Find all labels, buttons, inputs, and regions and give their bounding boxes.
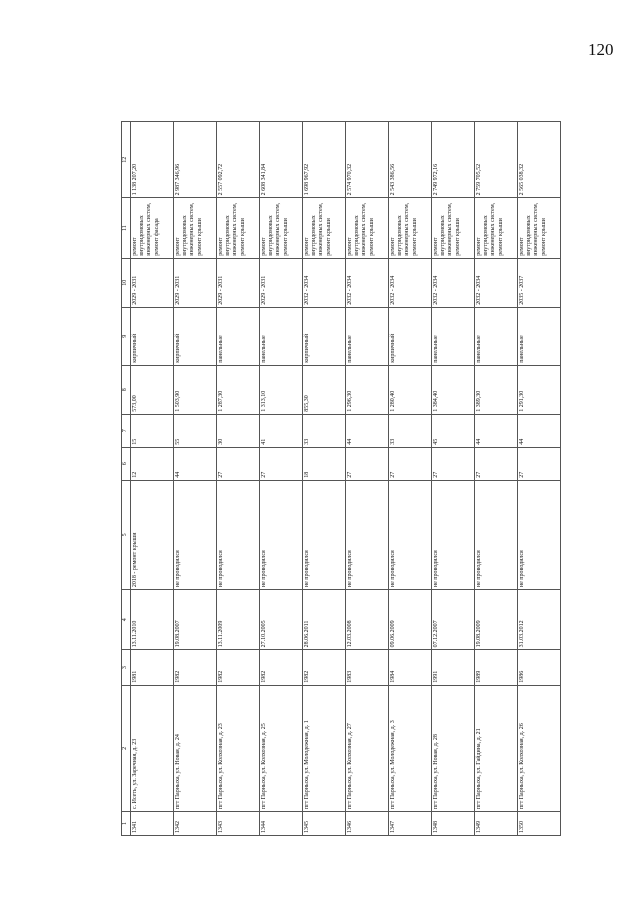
build-year-cell: 1981 [131,650,174,685]
wall-material-cell: панельные [260,307,303,365]
row-number-cell: 1341 [131,812,174,836]
column-number: 1 [122,812,131,836]
repair-cost-cell: 2 608 341,84 [260,122,303,198]
last-repair-cell: не проводился [432,480,475,589]
table-row [432,122,475,836]
repair-type-cell: ремонт внутридомовых инженерных систем, ремонт крыши [303,198,346,258]
apartments-cell: 27 [346,447,389,480]
area-cell: 1 384,40 [432,365,475,414]
last-repair-cell: не проводился [260,480,303,589]
address-cell: пгт Парныха, ул. Колхозная, д. 26 [518,685,561,811]
table-row [260,122,303,836]
table-row [346,122,389,836]
build-year-cell: 1982 [217,650,260,685]
address-cell: с. Исеть, ул. Заречная, д. 23 [131,685,174,811]
survey-date-cell: 28.06.2011 [303,590,346,650]
row-number-cell: 1345 [303,812,346,836]
address-cell: пгт Парныха, ул. Колхозная, д. 27 [346,685,389,811]
last-repair-cell: не проводился [475,480,518,589]
survey-date-cell: 07.12.2007 [432,590,475,650]
residents-cell: 30 [217,414,260,447]
survey-date-cell: 09.06.2009 [389,590,432,650]
apartments-cell: 27 [475,447,518,480]
repair-period-cell: 2029 - 2031 [260,258,303,307]
area-cell: 1 313,10 [260,365,303,414]
residents-cell: 15 [131,414,174,447]
wall-material-cell: кирпичный [131,307,174,365]
table-row [518,122,561,836]
wall-material-cell: кирпичный [303,307,346,365]
column-number: 11 [122,198,131,258]
last-repair-cell: не проводился [518,480,561,589]
repair-cost-cell: 2 557 092,72 [217,122,260,198]
repair-cost-cell: 1 138 207,20 [131,122,174,198]
repair-cost-cell: 2 565 038,32 [518,122,561,198]
repair-type-cell: ремонт внутридомовых инженерных систем, ремонт крыши [389,198,432,258]
survey-date-cell: 31.03.2012 [518,590,561,650]
build-year-cell: 1984 [389,650,432,685]
survey-date-cell: 13.11.2009 [217,590,260,650]
residents-cell: 41 [260,414,303,447]
build-year-cell: 1982 [303,650,346,685]
last-repair-cell: 2018 - ремонт крыши [131,480,174,589]
address-cell: пгт Парныха, ул. Гайдина, д. 21 [475,685,518,811]
last-repair-cell: не проводился [346,480,389,589]
row-number-cell: 1342 [174,812,217,836]
apartments-cell: 27 [389,447,432,480]
row-number-cell: 1348 [432,812,475,836]
residents-cell: 44 [475,414,518,447]
address-cell: пгт Парныха, ул. Молодежная, д. 3 [389,685,432,811]
repair-period-cell: 2032 - 2034 [475,258,518,307]
table-row [303,122,346,836]
repair-period-cell: 2029 - 2031 [174,258,217,307]
column-number-row [122,122,131,836]
apartments-cell: 27 [432,447,475,480]
row-number-cell: 1346 [346,812,389,836]
table-row [389,122,432,836]
column-number: 7 [122,414,131,447]
build-year-cell: 1989 [475,650,518,685]
column-number: 5 [122,480,131,589]
last-repair-cell: не проводился [217,480,260,589]
build-year-cell: 1991 [432,650,475,685]
page-number: 120 [588,40,614,59]
table-row [217,122,260,836]
repair-period-cell: 2032 - 2034 [346,258,389,307]
row-number-cell: 1343 [217,812,260,836]
residents-cell: 44 [518,414,561,447]
address-cell: пгт Парныха, ул. Колхозная, д. 25 [260,685,303,811]
table-body [122,122,561,836]
wall-material-cell: кирпичный [389,307,432,365]
survey-date-cell: 19.08.2009 [475,590,518,650]
table-row [174,122,217,836]
wall-material-cell: панельные [217,307,260,365]
repair-type-cell: ремонт внутридомовых инженерных систем, ремонт крыши [260,198,303,258]
last-repair-cell: не проводился [303,480,346,589]
apartments-cell: 44 [174,447,217,480]
address-cell: пгт Парныха, ул. Новая, д. 24 [174,685,217,811]
survey-date-cell: 12.03.2008 [346,590,389,650]
repair-period-cell: 2032 - 2034 [303,258,346,307]
build-year-cell: 1982 [174,650,217,685]
area-cell: 1 503,90 [174,365,217,414]
repair-period-cell: 2032 - 2034 [432,258,475,307]
wall-material-cell: панельные [432,307,475,365]
row-number-cell: 1349 [475,812,518,836]
repair-period-cell: 2035 - 2037 [518,258,561,307]
survey-date-cell: 27.10.2005 [260,590,303,650]
survey-date-cell: 13.11.2010 [131,590,174,650]
residents-cell: 33 [389,414,432,447]
wall-material-cell: панельные [346,307,389,365]
build-year-cell: 1983 [346,650,389,685]
rotated-table-container [121,121,637,836]
row-number-cell: 1350 [518,812,561,836]
table-row [131,122,174,836]
address-cell: пгт Парныха, ул. Молодежная, д. 1 [303,685,346,811]
area-cell: 1 389,30 [475,365,518,414]
last-repair-cell: не проводился [174,480,217,589]
apartments-cell: 27 [518,447,561,480]
repair-period-cell: 2029 - 2031 [131,258,174,307]
residents-cell: 33 [303,414,346,447]
repair-type-cell: ремонт внутридомовых инженерных систем, ремонт фасада [131,198,174,258]
address-cell: пгт Парныха, ул. Новая, д. 28 [432,685,475,811]
repair-cost-cell: 2 543 386,56 [389,122,432,198]
column-number: 12 [122,122,131,198]
repair-cost-cell: 1 698 967,92 [303,122,346,198]
area-cell: 573,00 [131,365,174,414]
row-number-cell: 1347 [389,812,432,836]
table-row [475,122,518,836]
column-number: 2 [122,685,131,811]
column-number: 8 [122,365,131,414]
repair-type-cell: ремонт внутридомовых инженерных систем, ремонт крыши [346,198,389,258]
repair-type-cell: ремонт внутридомовых инженерных систем, ремонт крыши [475,198,518,258]
repair-type-cell: ремонт внутридомовых инженерных систем, ремонт крыши [217,198,260,258]
repair-cost-cell: 2 749 972,16 [432,122,475,198]
area-cell: 1 291,30 [518,365,561,414]
wall-material-cell: панельные [475,307,518,365]
address-cell: пгт Парныха, ул. Колхозная, д. 23 [217,685,260,811]
column-number: 9 [122,307,131,365]
apartments-cell: 27 [217,447,260,480]
residents-cell: 45 [432,414,475,447]
column-number: 3 [122,650,131,685]
row-number-cell: 1344 [260,812,303,836]
apartments-cell: 12 [131,447,174,480]
area-cell: 855,30 [303,365,346,414]
repair-cost-cell: 2 574 970,32 [346,122,389,198]
column-number: 10 [122,258,131,307]
area-cell: 1 296,30 [346,365,389,414]
repair-period-cell: 2032 - 2034 [389,258,432,307]
repair-period-cell: 2029 - 2031 [217,258,260,307]
apartments-cell: 18 [303,447,346,480]
wall-material-cell: панельные [518,307,561,365]
build-year-cell: 1982 [260,650,303,685]
apartments-cell: 27 [260,447,303,480]
area-cell: 1 287,30 [217,365,260,414]
wall-material-cell: кирпичный [174,307,217,365]
area-cell: 1 280,40 [389,365,432,414]
repair-type-cell: ремонт внутридомовых инженерных систем, ремонт крыши [174,198,217,258]
repair-type-cell: ремонт внутридомовых инженерных систем, ремонт крыши [432,198,475,258]
survey-date-cell: 19.08.2007 [174,590,217,650]
residents-cell: 55 [174,414,217,447]
column-number: 6 [122,447,131,480]
last-repair-cell: не проводился [389,480,432,589]
repair-type-cell: ремонт внутридомовых инженерных систем, ремонт крыши [518,198,561,258]
repair-schedule-table [121,121,561,836]
repair-cost-cell: 2 759 705,52 [475,122,518,198]
build-year-cell: 1986 [518,650,561,685]
repair-cost-cell: 2 987 346,96 [174,122,217,198]
residents-cell: 44 [346,414,389,447]
column-number: 4 [122,590,131,650]
